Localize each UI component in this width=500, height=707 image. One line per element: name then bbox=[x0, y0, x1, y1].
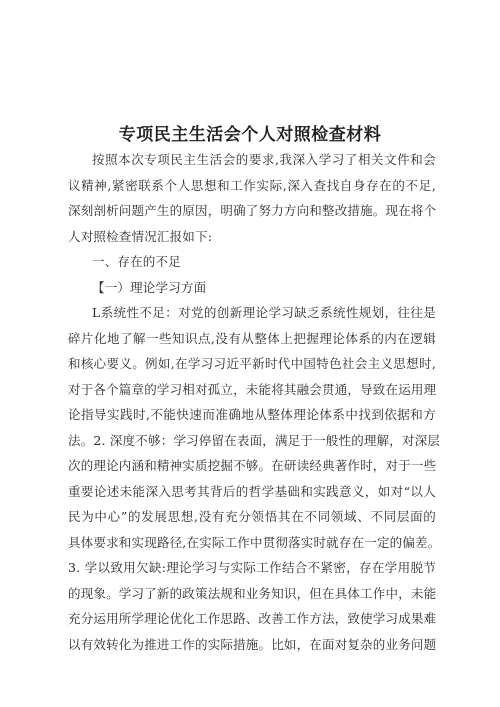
paragraph-line: 议精神,紧密联系个人思想和工作实际,深入查找自身存在的不足, bbox=[68, 177, 436, 193]
paragraph-line: 按照本次专项民主生活会的要求,我深入学习了相关文件和会 bbox=[92, 152, 436, 167]
paragraph-line: 的现象。学习了新的政策法规和业务知识，但在具体工作中，未能 bbox=[68, 585, 437, 601]
paragraph-line: 人对照检查情况汇报如下: bbox=[68, 228, 213, 244]
paragraph-line: 论指导实践时,不能快速而准确地从整体理论体系中找到依据和方 bbox=[68, 407, 436, 422]
paragraph-line: 具体要求和实现路径,在实际工作中贯彻落实时就存在一定的偏差。 bbox=[68, 534, 441, 550]
document-body bbox=[68, 147, 441, 657]
paragraph-line: 对于各个篇章的学习相对孤立，未能将其融会贯通，导致在运用理 bbox=[68, 381, 437, 397]
subsection-heading: 【一）理论学习方面 bbox=[92, 279, 207, 295]
paragraph-line: L系统性不足：对党的创新理论学习缺乏系统性规划，往往是 bbox=[92, 305, 436, 320]
paragraph-line: 充分运用所学理论优化工作思路、改善工作方法，致使学习成果难 bbox=[68, 611, 437, 626]
paragraph-line: 和核心要义。例如,在学习习近平新时代中国特色社会主义思想时, bbox=[68, 356, 436, 371]
paragraph-line: 碎片化地了解一些知识点,没有从整体上把握理论体系的内在逻辑 bbox=[68, 330, 436, 346]
paragraph-line: 3. 学以致用欠缺:理论学习与实际工作结合不紧密，存在学用脱节 bbox=[68, 560, 436, 575]
document-title: 专项民主生活会个人对照检查材料 bbox=[118, 125, 382, 145]
paragraph-line: 次的理论内涵和精神实质挖掘不够。在研读经典著作时，对于一些 bbox=[68, 458, 437, 473]
section-heading: 一、存在的不足 bbox=[92, 254, 181, 269]
paragraph-line: 重要论述未能深入思考其背后的哲学基础和实践意义，如对“以人 bbox=[68, 483, 436, 499]
paragraph-line: 以有效转化为推进工作的实际措施。比如，在面对复杂的业务问题 bbox=[68, 636, 437, 652]
paragraph-line: 法。2. 深度不够：学习停留在表面，满足于一般性的理解，对深层 bbox=[68, 432, 441, 448]
paragraph-line: 民为中心”的发展思想,没有充分领悟其在不同领域、不同层面的 bbox=[68, 509, 436, 524]
paragraph-line: 深刻剖析问题产生的原因，明确了努力方向和整改措施。现在将个 bbox=[68, 203, 437, 218]
